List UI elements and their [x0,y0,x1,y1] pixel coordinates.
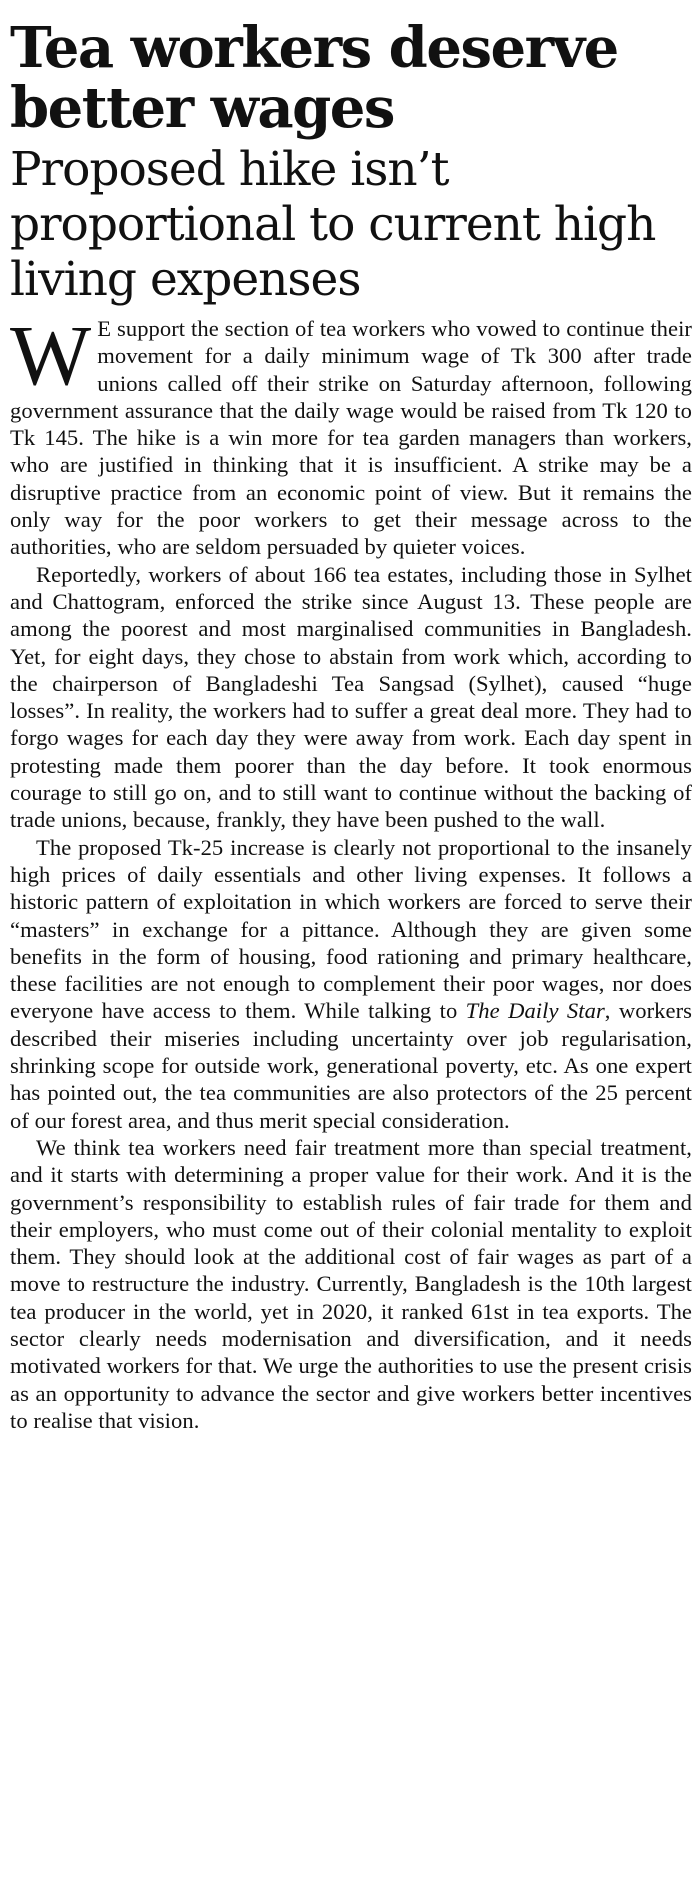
paragraph-2: Reportedly, workers of about 166 tea estates, including those in Sylhet and Chattogram, enforced the strike since August 13. These people are among the poorest and most marginalised communities in Bangladesh. Yet, for eight days, they chose to abstain from work which, according to the chairperson of Bangladeshi Tea Sangsad (Sylhet), caused “huge losses”. In reality, the workers had to suffer a great deal more. They had to forgo wages for each day they were away from work. Each day spent in protesting made them poorer than the day before. It took enormous courage to still go on, and to still want to continue without the backing of trade unions, because, frankly, they have been pushed to the wall. [10,561,692,833]
paragraph-1 [10,307,692,561]
paragraph-3 [10,834,692,1134]
subheadline: Proposed hike isn’t proportional to current high living expenses [10,142,656,307]
paragraph-4: We think tea workers need fair treatment more than special treatment, and it starts with determining a proper value for their work. And it is the government’s responsibility to establish rules of fair trade for them and their employers, who must come out of their colonial mentality to exploit them. They should look at the additional cost of fair wages as part of a move to restructure the industry. Currently, Bangladesh is the 10th largest tea producer in the world, yet in 2020, it ranked 61st in tea exports. The sector clearly needs modernisation and diversification, and it needs motivated workers for that. We urge the authorities to use the present crisis as an opportunity to advance the sector and give workers better incentives to realise that vision. [10,1134,692,1433]
article-body [10,307,693,1434]
publication-name: The Daily Star [465,998,605,1024]
paragraph-3-text-b: , workers described their miseries including uncertainty over job regularisation, shrinking scope for outside work, generational poverty, etc. As one expert has pointed out, the tea communities are also protectors of the 25 percent of our forest area, and thus merit special consideration. [10,998,693,1133]
paragraph-1-text: E support the section of tea workers who vowed to continue their movement for a daily minimum wage of Tk 300 after trade unions called off their strike on Saturday afternoon, following government assurance that the daily wage would be raised from Tk 120 to Tk 145. The hike is a win more for tea garden managers than workers, who are justified in thinking that it is insufficient. A strike may be a disruptive practice from an economic point of view. But it remains the only way for the poor workers to get their message across to the authorities, who are seldom persuaded by quieter voices. [10,316,692,560]
paragraph-3-text-a: The proposed Tk-25 increase is clearly not proportional to the insanely high prices of daily essentials and other living expenses. It follows a historic pattern of exploitation in which workers are forced to serve their “masters” in exchange for a pittance. Although they are given some benefits in the form of housing, food rationing and primary healthcare, these facilities are not enough to complement their poor wages, nor does everyone have access to them. While talking to [10,834,692,1024]
headline: Tea workers deserve better wages [10,15,618,141]
drop-cap: W [10,307,92,403]
